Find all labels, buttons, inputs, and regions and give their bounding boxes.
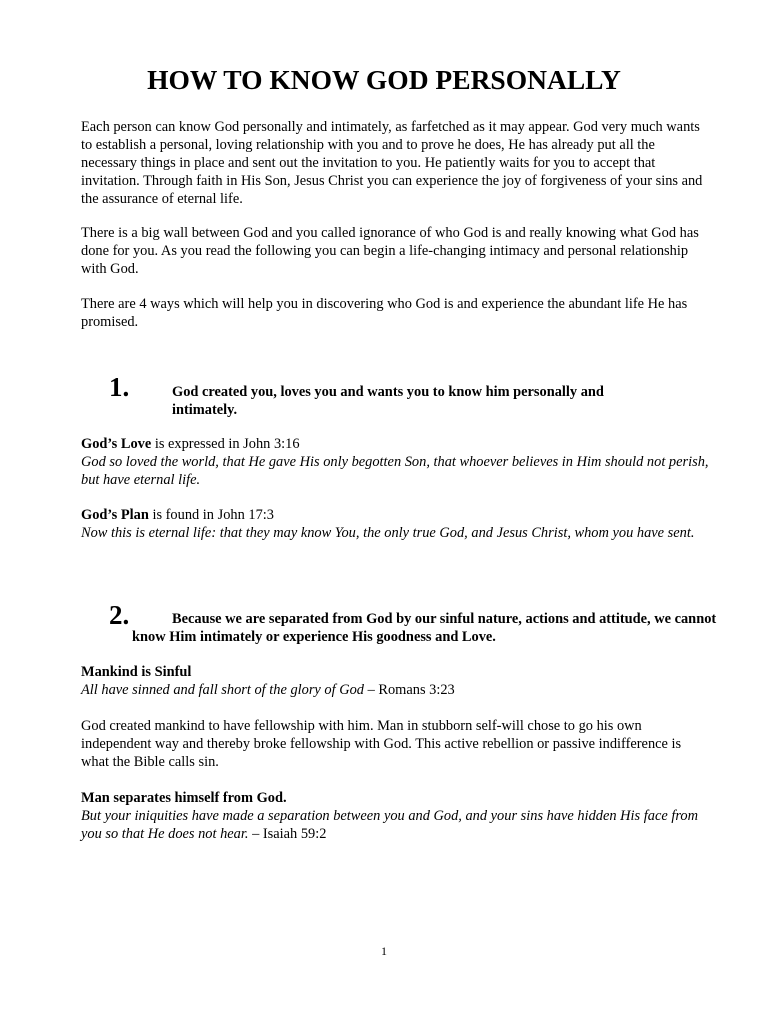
gods-plan-line [81, 506, 711, 524]
gods-love-reference: is expressed in John 3:16 [151, 436, 300, 452]
section-1-number: 1. [109, 372, 130, 402]
gods-love-line [81, 435, 711, 453]
gods-plan-verse: Now this is eternal life: that they may know You, the only true God, and Jesus Christ, whom you have sent. [81, 525, 695, 541]
intro-paragraph-2: There is a big wall between God and you called ignorance of who God is and really knowing what God has done for you. As you read the following you can begin a life-changing intimacy and personal relationship with God. [81, 225, 699, 277]
man-separates-verse-line [81, 807, 711, 843]
page-title: HOW TO KNOW GOD PERSONALLY [147, 64, 621, 95]
gods-love-label: God’s Love [81, 436, 152, 452]
mankind-sinful-reference: – Romans 3:23 [364, 682, 455, 698]
man-separates-label: Man separates himself from God. [81, 790, 287, 806]
man-separates-reference: – Isaiah 59:2 [248, 826, 327, 842]
section-2-number: 2. [109, 600, 130, 630]
section-2-heading: Because we are separated from God by our sinful nature, actions and attitude, we cannot know Him intimately or experience His goodness and Love. [132, 611, 717, 645]
gods-plan-reference: is found in John 17:3 [148, 507, 274, 523]
mankind-sinful-verse: All have sinned and fall short of the glory of God [81, 682, 364, 698]
mankind-sinful-verse-line [81, 681, 711, 699]
gods-love-verse: God so loved the world, that He gave His only begotten Son, that whoever believes in Him should not perish, but have eternal life. [81, 454, 709, 488]
page-number: 1 [381, 944, 387, 958]
section-1-heading: God created you, loves you and wants you to know him personally and intimately. [172, 384, 604, 418]
intro-paragraph-1: Each person can know God personally and intimately, as farfetched as it may appear. God very much wants to establish a personal, loving relationship with you and to prove he does, He has already put all the necessary things in place and sent out the invitation to you. He patiently waits for you to accept that invitation. Through faith in His Son, Jesus Christ you can experience the joy of forgiveness of your sins and the assurance of eternal life. [81, 119, 703, 207]
sin-explanation-paragraph: God created mankind to have fellowship with him. Man in stubborn self-will chose to go his own independent way and thereby broke fellowship with God. This active rebellion or passive indifference is what the Bible calls sin. [81, 718, 682, 770]
man-separates-verse: But your iniquities have made a separation between you and God, and your sins have hidden His face from you so that He does not hear. [81, 808, 698, 842]
intro-paragraph-3: There are 4 ways which will help you in discovering who God is and experience the abundant life He has promised. [81, 296, 688, 330]
mankind-sinful-label: Mankind is Sinful [81, 664, 192, 680]
gods-plan-label: God’s Plan [81, 507, 149, 523]
